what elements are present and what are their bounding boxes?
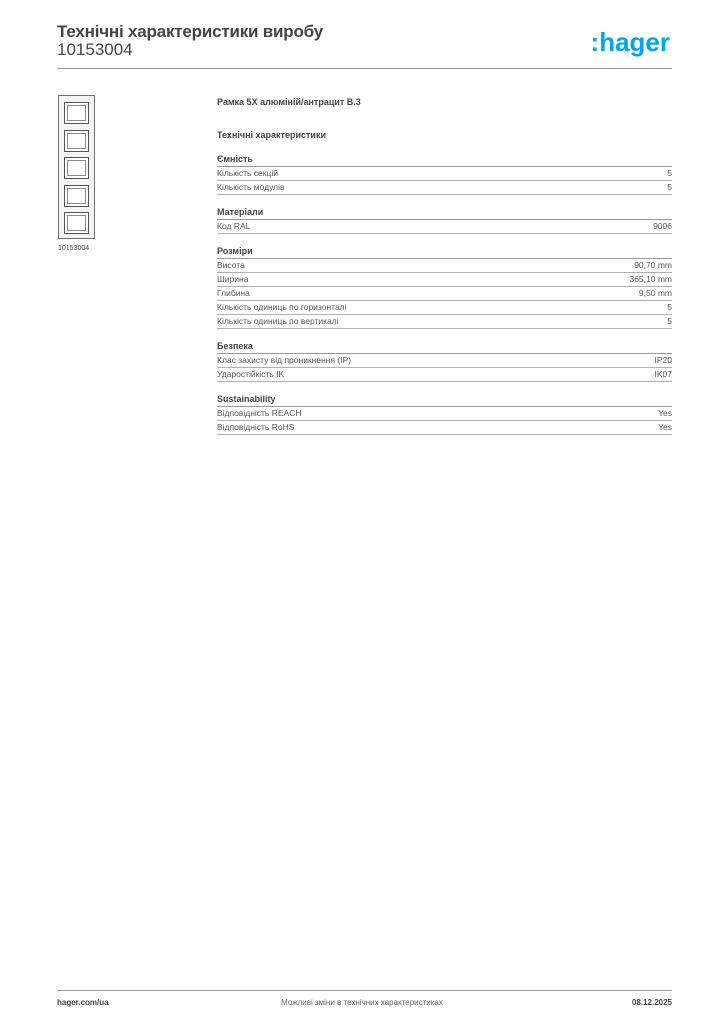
spec-row xyxy=(217,407,672,421)
spec-row xyxy=(217,301,672,315)
spec-row xyxy=(217,315,672,329)
spec-value: 5 xyxy=(667,168,672,178)
spec-label: Ударостійкість IK xyxy=(217,369,285,379)
spec-value: 9,50 mm xyxy=(638,288,672,298)
spec-row xyxy=(217,220,672,234)
spec-row xyxy=(217,287,672,301)
hager-logo xyxy=(582,26,672,58)
footer-website: hager.com/ua xyxy=(57,998,109,1007)
spec-label: Відповідність REACH xyxy=(217,408,302,418)
spec-section xyxy=(217,206,672,234)
footer-divider xyxy=(57,990,672,991)
spec-section xyxy=(217,340,672,382)
frame-slot xyxy=(64,185,89,207)
spec-label: Ширина xyxy=(217,274,249,284)
spec-value: Yes xyxy=(658,422,672,432)
spec-row xyxy=(217,368,672,382)
spec-value: 90,70 mm xyxy=(634,260,672,270)
header-divider xyxy=(57,68,672,69)
spec-label: Глибина xyxy=(217,288,250,298)
spec-value: 365,10 mm xyxy=(629,274,672,284)
spec-label: Код RAL xyxy=(217,221,251,231)
spec-sections xyxy=(217,153,672,435)
spec-section xyxy=(217,245,672,329)
section-heading: Sustainability xyxy=(217,393,672,407)
spec-value: 9006 xyxy=(653,221,672,231)
spec-row xyxy=(217,421,672,435)
spec-section xyxy=(217,393,672,435)
section-heading: Матеріали xyxy=(217,206,672,220)
spec-value: IK07 xyxy=(654,369,672,379)
section-heading: Ємність xyxy=(217,153,672,167)
spec-label: Відповідність RoHS xyxy=(217,422,295,432)
product-image xyxy=(58,95,95,239)
spec-section xyxy=(217,153,672,195)
spec-row xyxy=(217,273,672,287)
spec-label: Висота xyxy=(217,260,245,270)
document-title: Технічні характеристики виробу xyxy=(57,22,323,41)
spec-label: Кількість одиниць по горизонталі xyxy=(217,302,347,312)
spec-value: 5 xyxy=(667,182,672,192)
footer-disclaimer: Можливі зміни в технічних характеристиках xyxy=(281,998,443,1007)
spec-value: IP20 xyxy=(654,355,672,365)
image-caption: 10153004 xyxy=(58,245,90,252)
section-heading: Безпека xyxy=(217,340,672,354)
spec-value: 5 xyxy=(667,316,672,326)
document-header xyxy=(57,20,672,70)
frame-slot xyxy=(64,157,89,179)
spec-label: Клас захисту від проникнення (IP) xyxy=(217,355,352,365)
frame-slot xyxy=(64,212,89,234)
section-heading: Розміри xyxy=(217,245,672,259)
footer-date: 08.12.2025 xyxy=(631,998,672,1007)
product-name: Рамка 5X алюміній/антрацит B.3 xyxy=(217,97,361,107)
document-number: 10153004 xyxy=(57,40,133,59)
specifications xyxy=(217,96,672,435)
spec-row xyxy=(217,181,672,195)
frame-slot xyxy=(64,130,89,152)
spec-row xyxy=(217,354,672,368)
spec-title: Технічні характеристики xyxy=(217,130,326,140)
spec-row xyxy=(217,167,672,181)
frame-slot xyxy=(64,102,89,124)
hager-logo-text: :hager xyxy=(590,27,670,57)
spec-label: Кількість модулів xyxy=(217,182,285,192)
spec-label: Кількість секцій xyxy=(217,168,278,178)
spec-value: Yes xyxy=(658,408,672,418)
spec-row xyxy=(217,259,672,273)
spec-value: 5 xyxy=(667,302,672,312)
spec-label: Кількість одиниць по вертикалі xyxy=(217,316,339,326)
